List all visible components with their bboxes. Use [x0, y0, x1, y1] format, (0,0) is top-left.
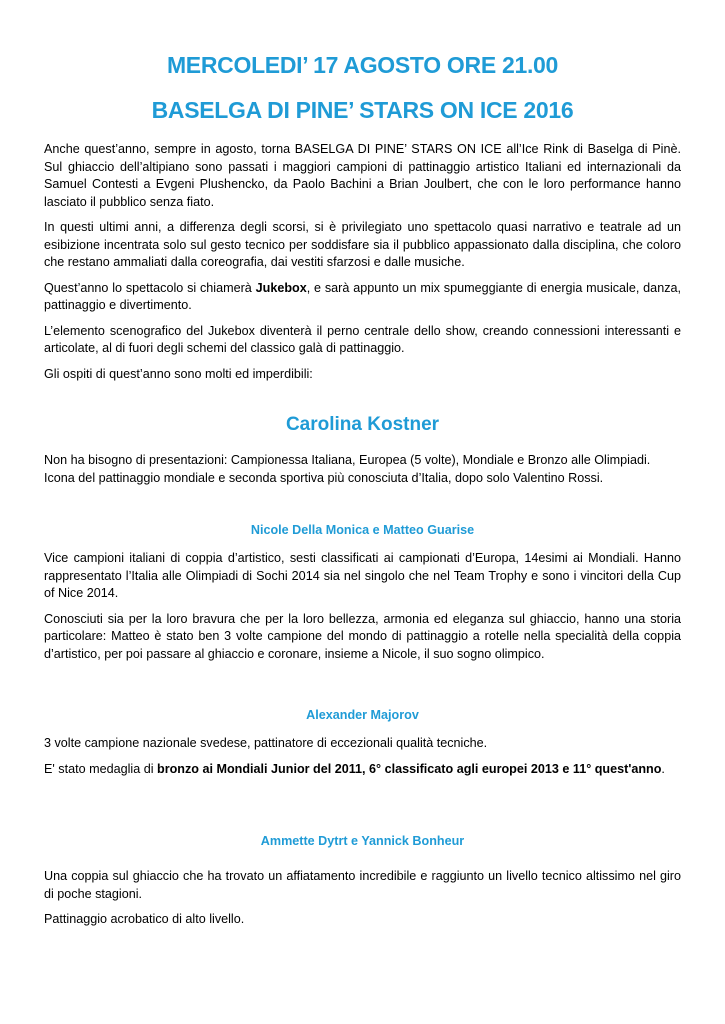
intro-paragraph-5: Gli ospiti di quest’anno sono molti ed imperdibili: — [44, 366, 313, 381]
majorov-p2-text-end: . — [661, 761, 665, 776]
guest-heading-dytrt-bonheur: Ammette Dytrt e Yannick Bonheur — [260, 834, 465, 848]
della-monica-paragraph-1: Vice campioni italiani di coppia d’artistico, sesti classificati ai campionati d’Europa, 14esimi ai Mondiali. Hanno rappresentato l’Italia alle Olimpiadi di Sochi 2014 sia nel singolo che nel Team Trophy e sono i vincitori della Cup of Nice 2014. — [44, 551, 681, 600]
guest-heading-della-monica-guarise: Nicole Della Monica e Matteo Guarise — [250, 523, 475, 537]
intro-paragraph-2: In questi ultimi anni, a differenza degli scorsi, si è privilegiato uno spettacolo quasi narrativo e teatrale ad un esibizione incentrata solo sul gesto tecnico per soddisfare sia il pubblico appassionato dalla disciplina, che coloro che restano ammaliati dalla coreografia, dai vestiti sfarzosi e dalle musiche. — [44, 220, 681, 269]
della-monica-paragraph-2: Conosciuti sia per la loro bravura che per la loro bellezza, armonia ed eleganza sul ghiaccio, hanno una storia particolare: Matteo è stato ben 3 volte campione del mondo di pattinaggio a rotelle nella specialità della coppia d’artistico, per poi passare al ghiaccio e coronare, insieme a Nicole, il suo sogno olimpico. — [44, 611, 681, 661]
dytrt-paragraph-2: Pattinaggio acrobatico di alto livello. — [44, 912, 245, 926]
kostner-line-2: Icona del pattinaggio mondiale e seconda sportiva più conosciuta d’Italia, dopo solo Valentino Rossi. — [44, 470, 604, 485]
show-name-jukebox: Jukebox — [255, 280, 307, 295]
intro-paragraph-3 — [44, 280, 681, 315]
majorov-paragraph-1: 3 volte campione nazionale svedese, pattinatore di eccezionali qualità tecniche. — [44, 736, 488, 750]
intro-p3-text-start: Quest’anno lo spettacolo si chiamerà — [44, 280, 256, 295]
dytrt-paragraph-1: Una coppia sul ghiaccio che ha trovato un affiatamento incredibile e raggiunto un livello tecnico altissimo nel giro di poche stagioni. — [44, 869, 681, 901]
intro-paragraph-4: L’elemento scenografico del Jukebox diventerà il perno centrale dello show, creando connessioni interessanti e articolate, al di fuori degli schemi del classico galà di pattinaggio. — [44, 323, 681, 355]
intro-paragraph-1: Anche quest’anno, sempre in agosto, torna BASELGA DI PINE’ STARS ON ICE all’Ice Rink di Baselga di Pinè. Sul ghiaccio dell’altipiano sono passati i maggiori campioni di pattinaggio artistico Italiani ed internazionali da Samuel Contesti a Evgeni Plushencko, da Paolo Bachini a Brian Joulbert, che con le loro performance hanno lasciato il pubblico senza fiato. — [44, 142, 681, 209]
majorov-results-bold: bronzo ai Mondiali Junior del 2011, 6° classificato agli europei 2013 e 11° quest'anno — [157, 761, 662, 776]
guest-heading-majorov: Alexander Majorov — [306, 708, 419, 722]
event-date-title: MERCOLEDI’ 17 AGOSTO ORE 21.00 — [166, 52, 559, 78]
guest-heading-kostner: Carolina Kostner — [285, 414, 440, 435]
intro-p3-text-end: , e sarà appunto un mix spumeggiante di energia musicale, danza, pattinaggio e divertimento. — [44, 280, 681, 312]
majorov-paragraph-2 — [44, 761, 681, 779]
majorov-p2-text-start: E' stato medaglia di — [44, 761, 158, 776]
event-name-title: BASELGA DI PINE’ STARS ON ICE 2016 — [151, 97, 574, 123]
kostner-line-1: Non ha bisogno di presentazioni: Campionessa Italiana, Europea (5 volte), Mondiale e Bronzo alle Olimpiadi. — [44, 453, 651, 467]
